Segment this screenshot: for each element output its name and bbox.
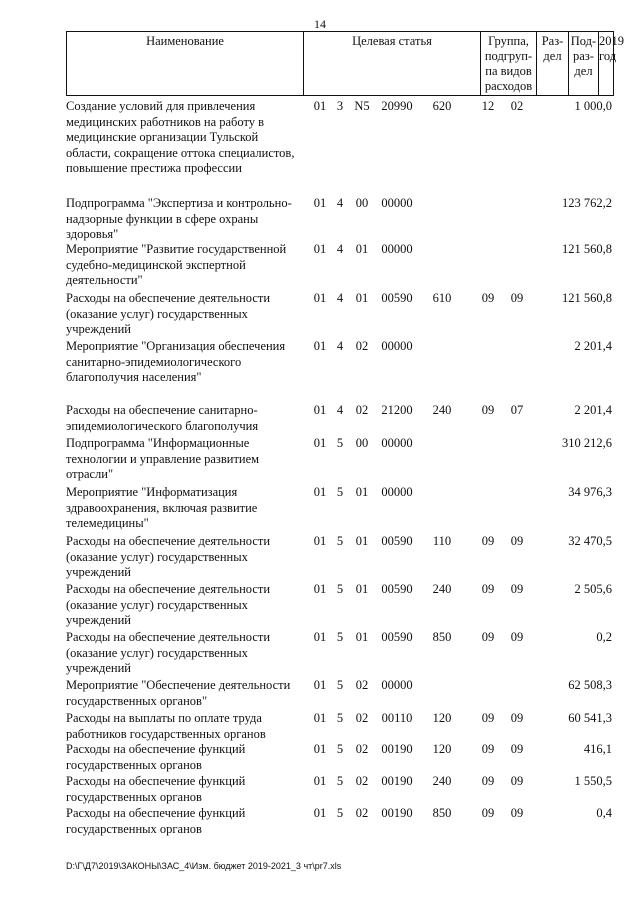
target-program-cell: 01 bbox=[313, 485, 327, 499]
target-program-cell: 01 bbox=[313, 534, 327, 548]
target-program-cell: 01 bbox=[313, 242, 327, 256]
row-name bbox=[66, 99, 306, 177]
header-section: Раз- дел bbox=[536, 32, 568, 95]
amount-cell: 1 550,5 bbox=[574, 774, 612, 788]
expense-group-cell: 240 bbox=[432, 403, 452, 417]
target-event-cell: 02 bbox=[355, 678, 369, 692]
header-target-article: Целевая статья bbox=[303, 32, 480, 95]
amount-cell: 2 505,6 bbox=[574, 582, 612, 596]
amount-cell: 2 201,4 bbox=[574, 403, 612, 417]
row-name-line: здоровья" bbox=[66, 227, 119, 241]
subsection-cell: 09 bbox=[510, 630, 524, 644]
amount-cell: 416,1 bbox=[583, 742, 612, 756]
target-subprogram-cell: 4 bbox=[336, 403, 344, 417]
row-name-line: Создание условий для привлечения bbox=[66, 99, 256, 113]
row-name-line: деятельности" bbox=[66, 273, 143, 287]
target-direction-cell: 00000 bbox=[381, 339, 413, 353]
target-program-cell: 01 bbox=[313, 806, 327, 820]
row-name bbox=[66, 630, 306, 677]
target-direction-cell: 00590 bbox=[381, 582, 413, 596]
row-name-line: судебно-медицинской экспертной bbox=[66, 257, 246, 272]
amount-cell: 121 560,8 bbox=[562, 291, 612, 305]
row-name-line: Расходы на обеспечение функций bbox=[66, 742, 246, 756]
subsection-cell: 09 bbox=[510, 291, 524, 305]
row-name-line: санитарно-эпидемиологического bbox=[66, 354, 242, 369]
file-path-footer: D:\Г\Д7\2019\ЗАКОНЫ\ЗАС_4\Изм. бюджет 2019-2021_3 чт\pr7.xls bbox=[66, 861, 342, 871]
target-event-cell: 00 bbox=[355, 436, 369, 450]
section-cell: 09 bbox=[481, 774, 495, 788]
section-cell: 09 bbox=[481, 534, 495, 548]
target-program-cell: 01 bbox=[313, 742, 327, 756]
target-direction-cell: 20990 bbox=[381, 99, 413, 113]
row-name bbox=[66, 582, 306, 629]
row-name bbox=[66, 436, 306, 483]
target-subprogram-cell: 5 bbox=[336, 582, 344, 596]
row-name bbox=[66, 678, 306, 709]
section-cell: 09 bbox=[481, 291, 495, 305]
row-name bbox=[66, 485, 306, 532]
row-name-line: благополучия населения" bbox=[66, 370, 202, 384]
target-subprogram-cell: 5 bbox=[336, 678, 344, 692]
target-subprogram-cell: 4 bbox=[336, 196, 344, 210]
subsection-cell: 09 bbox=[510, 534, 524, 548]
row-name-line: Расходы на обеспечение санитарно- bbox=[66, 403, 258, 417]
subsection-cell: 07 bbox=[510, 403, 524, 417]
target-direction-cell: 00000 bbox=[381, 196, 413, 210]
target-event-cell: 01 bbox=[355, 534, 369, 548]
section-cell: 09 bbox=[481, 403, 495, 417]
expense-group-cell: 850 bbox=[432, 630, 452, 644]
target-direction-cell: 00590 bbox=[381, 291, 413, 305]
target-program-cell: 01 bbox=[313, 582, 327, 596]
target-program-cell: 01 bbox=[313, 291, 327, 305]
row-name-line: здравоохранения, включая развитие bbox=[66, 500, 258, 515]
row-name-line: медицинские организации Тульской bbox=[66, 130, 259, 144]
row-name-line: (оказание услуг) государственных bbox=[66, 597, 248, 612]
row-name-line: повышение престижа профессии bbox=[66, 161, 242, 175]
row-name-line: медицинских работников на работу в bbox=[66, 114, 265, 129]
section-cell: 09 bbox=[481, 742, 495, 756]
target-event-cell: 01 bbox=[355, 485, 369, 499]
target-program-cell: 01 bbox=[313, 774, 327, 788]
subsection-cell: 02 bbox=[510, 99, 524, 113]
target-subprogram-cell: 4 bbox=[336, 339, 344, 353]
page-number: 14 bbox=[314, 17, 326, 31]
target-program-cell: 01 bbox=[313, 711, 327, 725]
section-cell: 09 bbox=[481, 630, 495, 644]
row-name-line: учреждений bbox=[66, 565, 131, 579]
expense-group-cell: 120 bbox=[432, 742, 452, 756]
row-name bbox=[66, 339, 306, 386]
subsection-cell: 09 bbox=[510, 774, 524, 788]
target-program-cell: 01 bbox=[313, 196, 327, 210]
row-name-line: Мероприятие "Организация обеспечения bbox=[66, 339, 286, 353]
row-name-line: учреждений bbox=[66, 661, 131, 675]
target-subprogram-cell: 4 bbox=[336, 242, 344, 256]
row-name bbox=[66, 196, 306, 243]
target-event-cell: 02 bbox=[355, 742, 369, 756]
target-program-cell: 01 bbox=[313, 403, 327, 417]
row-name-line: Расходы на обеспечение функций bbox=[66, 806, 246, 820]
target-subprogram-cell: 5 bbox=[336, 774, 344, 788]
row-name-line: государственных органов" bbox=[66, 693, 208, 708]
amount-cell: 34 976,3 bbox=[568, 485, 612, 499]
row-name-line: учреждений bbox=[66, 613, 131, 627]
row-name bbox=[66, 291, 306, 338]
target-direction-cell: 00590 bbox=[381, 630, 413, 644]
row-name-line: (оказание услуг) государственных bbox=[66, 306, 248, 321]
expense-group-cell: 110 bbox=[432, 534, 452, 548]
target-event-cell: 01 bbox=[355, 630, 369, 644]
row-name-line: Мероприятие "Развитие государственной bbox=[66, 242, 287, 256]
amount-cell: 121 560,8 bbox=[562, 242, 612, 256]
row-name-line: отрасли" bbox=[66, 467, 114, 481]
header-name: Наименование bbox=[146, 34, 224, 48]
table-header bbox=[66, 31, 624, 96]
row-name bbox=[66, 806, 306, 837]
target-event-cell: 02 bbox=[355, 774, 369, 788]
amount-cell: 2 201,4 bbox=[574, 339, 612, 353]
amount-cell: 123 762,2 bbox=[562, 196, 612, 210]
target-program-cell: 01 bbox=[313, 339, 327, 353]
row-name-line: (оказание услуг) государственных bbox=[66, 549, 248, 564]
target-subprogram-cell: 5 bbox=[336, 534, 344, 548]
target-direction-cell: 00000 bbox=[381, 436, 413, 450]
amount-cell: 32 470,5 bbox=[568, 534, 612, 548]
row-name-line: эпидемиологического благополучия bbox=[66, 418, 259, 433]
header-expense-group: Группа, подгруп- па видов расходов bbox=[480, 32, 536, 95]
expense-group-cell: 240 bbox=[432, 774, 452, 788]
target-program-cell: 01 bbox=[313, 436, 327, 450]
target-direction-cell: 00190 bbox=[381, 774, 413, 788]
row-name-line: Расходы на обеспечение деятельности bbox=[66, 291, 271, 305]
section-cell: 09 bbox=[481, 806, 495, 820]
subsection-cell: 09 bbox=[510, 742, 524, 756]
row-name-line: работников государственных органов bbox=[66, 726, 266, 741]
row-name-line: области, сокращение оттока специалистов, bbox=[66, 145, 295, 160]
target-subprogram-cell: 3 bbox=[336, 99, 344, 113]
row-name-line: технологии и управление развитием bbox=[66, 451, 260, 466]
target-direction-cell: 21200 bbox=[381, 403, 413, 417]
expense-group-cell: 850 bbox=[432, 806, 452, 820]
target-program-cell: 01 bbox=[313, 678, 327, 692]
row-name-line: телемедицины" bbox=[66, 516, 149, 530]
row-name-line: Мероприятие "Информатизация bbox=[66, 485, 238, 499]
target-subprogram-cell: 5 bbox=[336, 436, 344, 450]
amount-cell: 310 212,6 bbox=[562, 436, 612, 450]
section-cell: 09 bbox=[481, 711, 495, 725]
row-name-line: учреждений bbox=[66, 322, 131, 336]
target-subprogram-cell: 5 bbox=[336, 485, 344, 499]
subsection-cell: 09 bbox=[510, 711, 524, 725]
expense-group-cell: 610 bbox=[432, 291, 452, 305]
target-direction-cell: 00000 bbox=[381, 242, 413, 256]
amount-cell: 0,4 bbox=[596, 806, 612, 820]
row-name bbox=[66, 742, 306, 773]
target-direction-cell: 00590 bbox=[381, 534, 413, 548]
target-event-cell: 01 bbox=[355, 582, 369, 596]
subsection-cell: 09 bbox=[510, 806, 524, 820]
row-name-line: Расходы на обеспечение деятельности bbox=[66, 534, 271, 548]
row-name-line: государственных органов bbox=[66, 821, 202, 836]
row-name-line: Расходы на обеспечение деятельности bbox=[66, 582, 271, 596]
row-name-line: Подпрограмма "Экспертиза и контрольно- bbox=[66, 196, 292, 210]
row-name bbox=[66, 534, 306, 581]
target-direction-cell: 00000 bbox=[381, 485, 413, 499]
section-cell: 12 bbox=[481, 99, 495, 113]
row-name-line: государственных органов bbox=[66, 789, 202, 804]
target-subprogram-cell: 5 bbox=[336, 742, 344, 756]
target-subprogram-cell: 5 bbox=[336, 711, 344, 725]
row-name-line: Расходы на выплаты по оплате труда bbox=[66, 711, 262, 725]
expense-group-cell: 240 bbox=[432, 582, 452, 596]
row-name-line: надзорные функции в сфере охраны bbox=[66, 211, 259, 226]
expense-group-cell: 620 bbox=[432, 99, 452, 113]
row-name-line: Подпрограмма "Информационные bbox=[66, 436, 250, 450]
amount-cell: 60 541,3 bbox=[568, 711, 612, 725]
section-cell: 09 bbox=[481, 582, 495, 596]
target-event-cell: 02 bbox=[355, 711, 369, 725]
row-name bbox=[66, 774, 306, 805]
target-direction-cell: 00190 bbox=[381, 742, 413, 756]
target-event-cell: N5 bbox=[354, 99, 370, 113]
row-name bbox=[66, 711, 306, 742]
target-subprogram-cell: 5 bbox=[336, 806, 344, 820]
target-event-cell: 00 bbox=[355, 196, 369, 210]
row-name bbox=[66, 403, 306, 434]
subsection-cell: 09 bbox=[510, 582, 524, 596]
target-program-cell: 01 bbox=[313, 99, 327, 113]
amount-cell: 62 508,3 bbox=[568, 678, 612, 692]
target-event-cell: 02 bbox=[355, 806, 369, 820]
row-name-line: Расходы на обеспечение функций bbox=[66, 774, 246, 788]
target-event-cell: 01 bbox=[355, 291, 369, 305]
row-name bbox=[66, 242, 306, 289]
target-direction-cell: 00190 bbox=[381, 806, 413, 820]
header-year: 2019 год bbox=[598, 32, 613, 95]
target-program-cell: 01 bbox=[313, 630, 327, 644]
amount-cell: 1 000,0 bbox=[574, 99, 612, 113]
target-event-cell: 02 bbox=[355, 339, 369, 353]
target-event-cell: 02 bbox=[355, 403, 369, 417]
target-subprogram-cell: 4 bbox=[336, 291, 344, 305]
row-name-line: (оказание услуг) государственных bbox=[66, 645, 248, 660]
target-direction-cell: 00110 bbox=[381, 711, 413, 725]
amount-cell: 0,2 bbox=[596, 630, 612, 644]
expense-group-cell: 120 bbox=[432, 711, 452, 725]
target-event-cell: 01 bbox=[355, 242, 369, 256]
row-name-line: Мероприятие "Обеспечение деятельности bbox=[66, 678, 291, 692]
row-name-line: Расходы на обеспечение деятельности bbox=[66, 630, 271, 644]
target-direction-cell: 00000 bbox=[381, 678, 413, 692]
target-subprogram-cell: 5 bbox=[336, 630, 344, 644]
row-name-line: государственных органов bbox=[66, 757, 202, 772]
header-subsection: Под- раз- дел bbox=[568, 32, 598, 95]
